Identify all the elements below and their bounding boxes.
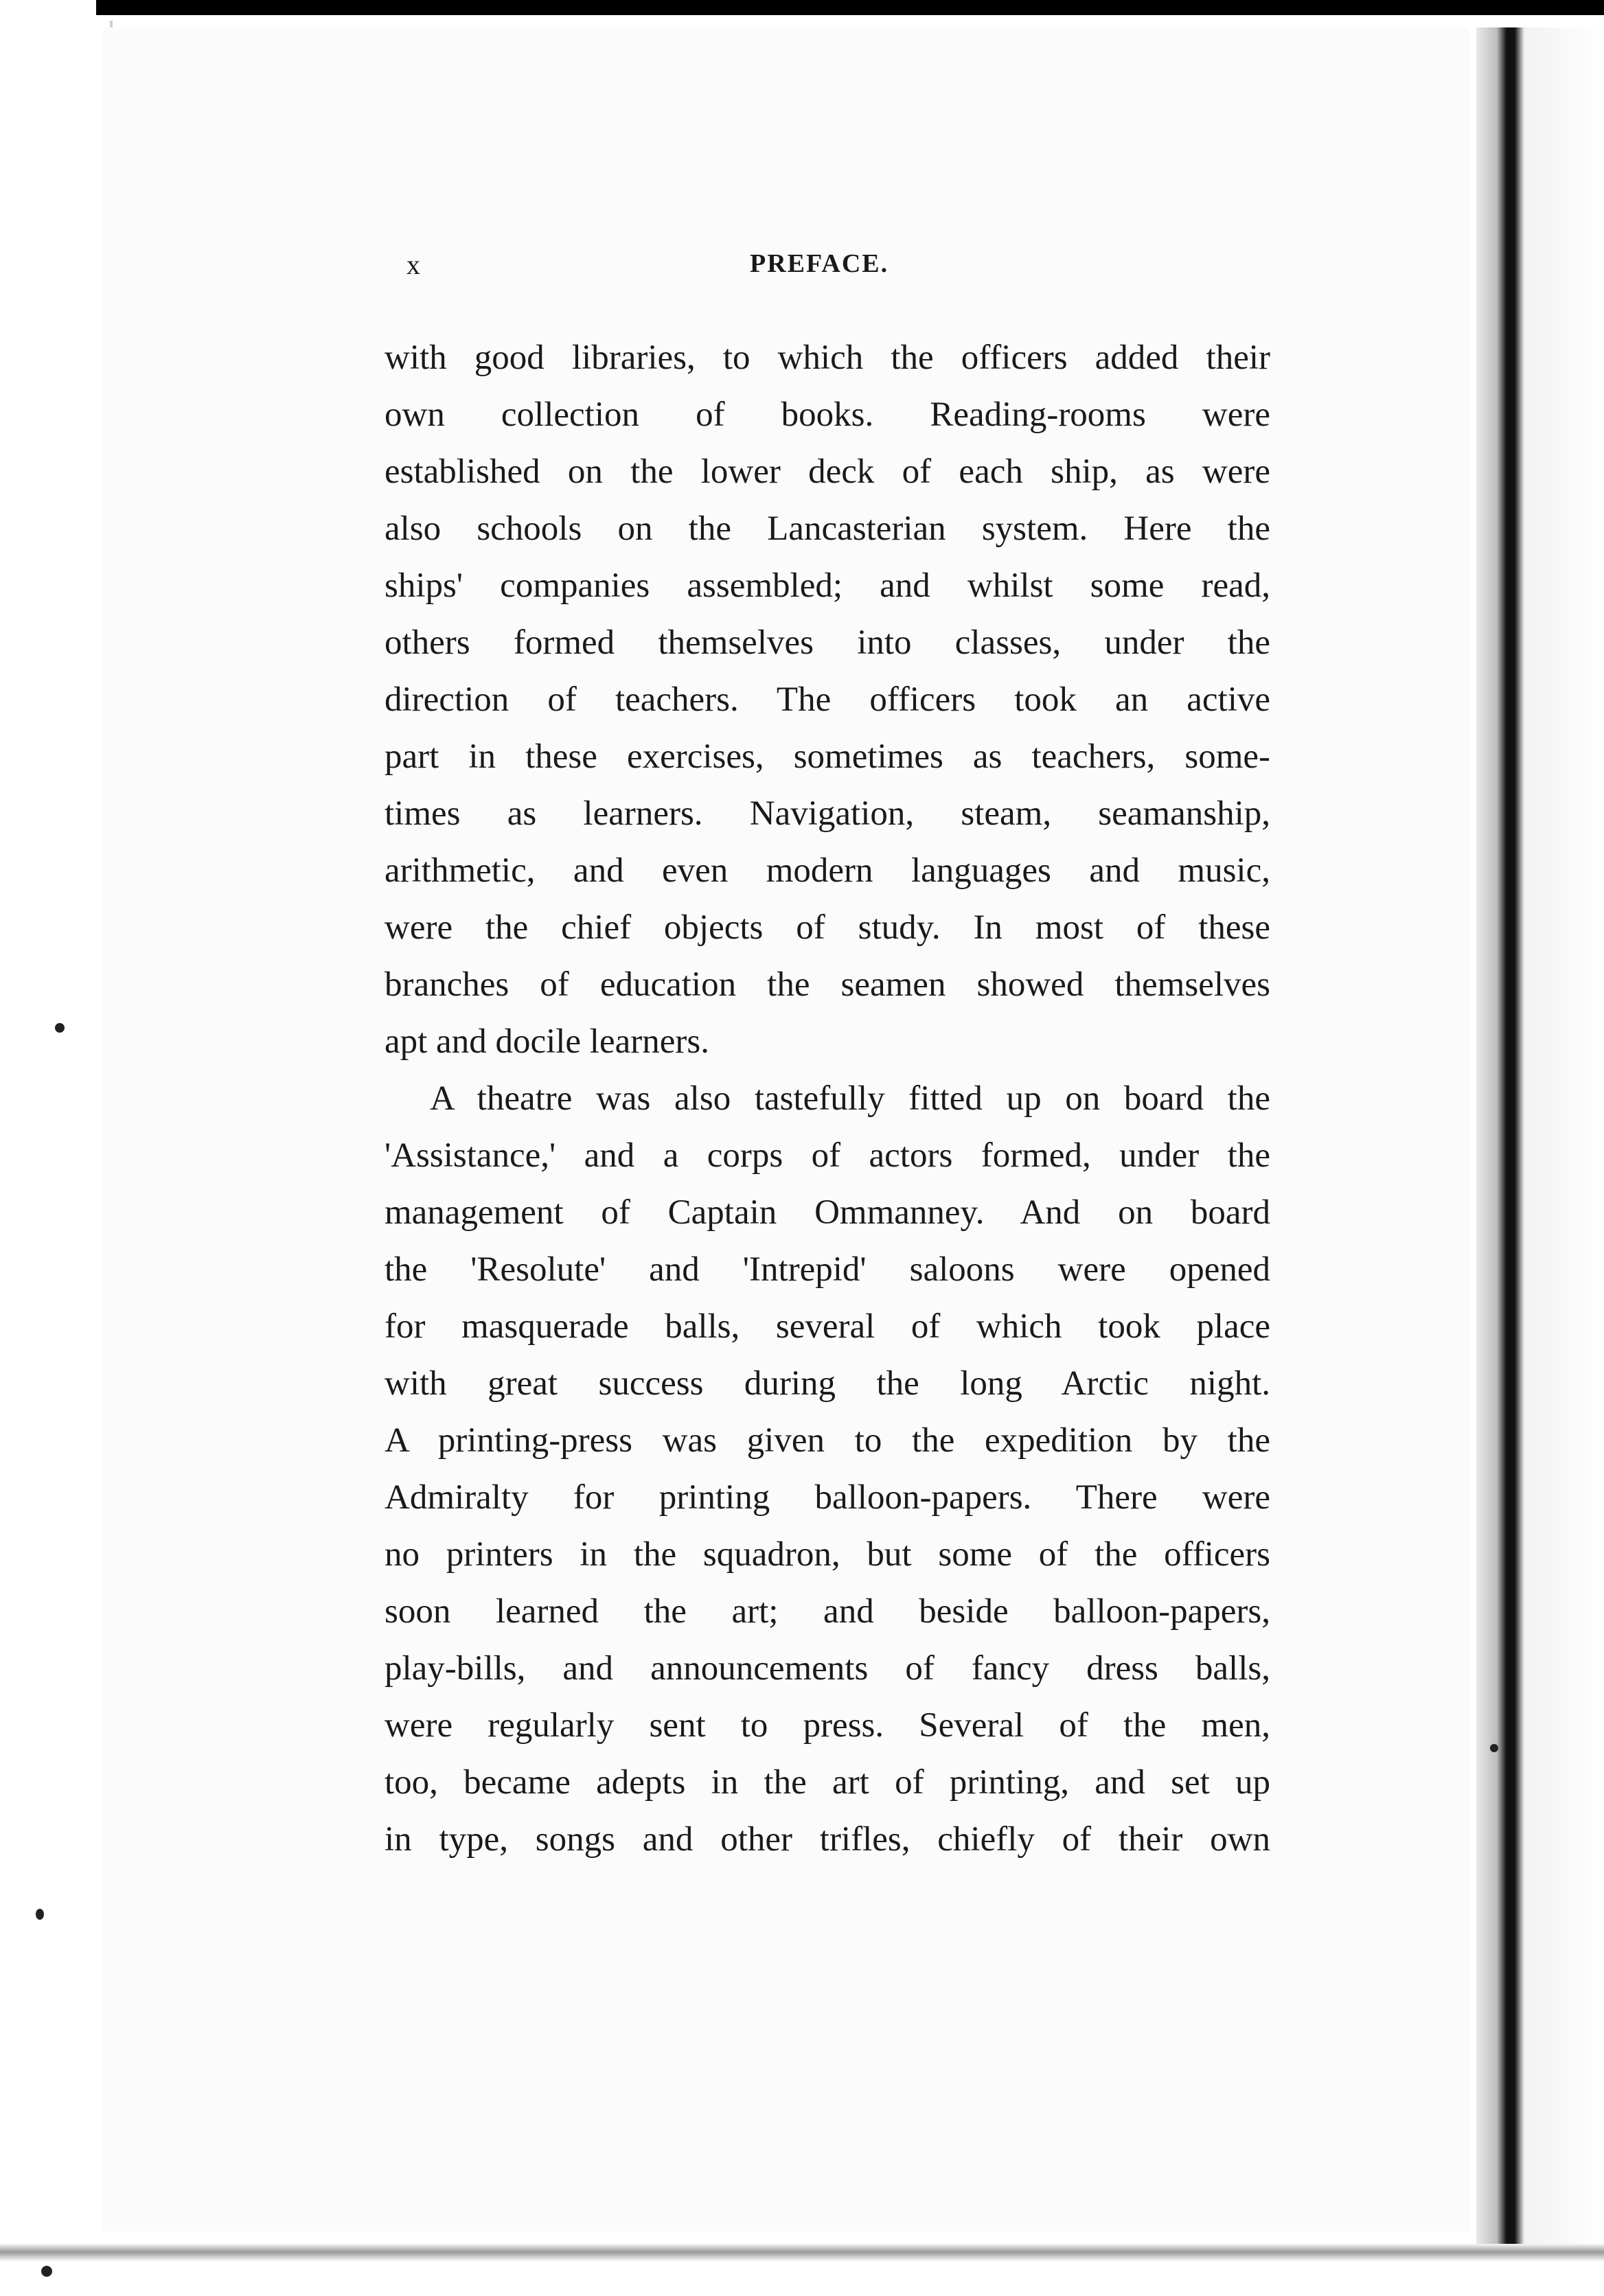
scan-speck: [36, 1909, 44, 1920]
paragraph-1: [385, 330, 1270, 1070]
text-line: the 'Resolute' and 'Intrepid' saloons were opened: [385, 1250, 1270, 1289]
text-line: established on the lower deck of each ship, as were: [385, 452, 1270, 491]
text-line: for masquerade balls, several of which took place: [385, 1307, 1270, 1346]
text-line: too, became adepts in the art of printing, and set up: [385, 1763, 1270, 1802]
text-line: play-bills, and announcements of fancy dress balls,: [385, 1649, 1270, 1688]
text-line: no printers in the squadron, but some of the officers: [385, 1535, 1270, 1574]
text-line: A theatre was also tastefully fitted up on board the: [430, 1079, 1270, 1118]
text-line: in type, songs and other trifles, chiefly of their own: [385, 1820, 1270, 1859]
running-head: [406, 249, 1287, 290]
text-line: arithmetic, and even modern languages and music,: [385, 851, 1270, 890]
scan-speck: [41, 2266, 52, 2277]
body-text: [385, 330, 1270, 1868]
paragraph-2: [385, 1070, 1270, 1868]
text-line: own collection of books. Reading-rooms were: [385, 395, 1270, 434]
text-line: 'Assistance,' and a corps of actors formed, under the: [385, 1136, 1270, 1175]
running-title: PREFACE.: [750, 249, 889, 278]
scan-speck: [1490, 1744, 1498, 1752]
text-line: branches of education the seamen showed themselves: [385, 965, 1270, 1004]
text-line: also schools on the Lancasterian system. Here the: [385, 509, 1270, 548]
text-line: with great success during the long Arctic night.: [385, 1364, 1270, 1403]
text-line: direction of teachers. The officers took an active: [385, 680, 1270, 719]
text-line: part in these exercises, sometimes as teachers, some-: [385, 737, 1270, 776]
text-line: management of Captain Ommanney. And on board: [385, 1193, 1270, 1232]
text-line: A printing-press was given to the expedition by the: [385, 1421, 1270, 1460]
text-line: times as learners. Navigation, steam, seamanship,: [385, 794, 1270, 833]
text-line: were regularly sent to press. Several of the men,: [385, 1706, 1270, 1745]
scan-right-edge: [1476, 27, 1604, 2296]
scan-speck: [55, 1023, 65, 1033]
text-line: soon learned the art; and beside balloon-papers,: [385, 1592, 1270, 1631]
text-line: with good libraries, to which the officers added their: [385, 338, 1270, 377]
text-line: others formed themselves into classes, under the: [385, 623, 1270, 662]
scan-bottom-edge: [0, 2244, 1604, 2296]
scan-top-edge: [0, 0, 1604, 15]
text-line: ships' companies assembled; and whilst some read,: [385, 566, 1270, 605]
text-line: apt and docile learners.: [385, 1022, 709, 1061]
page-number: x: [406, 249, 422, 280]
left-margin: [0, 0, 96, 2296]
text-line: were the chief objects of study. In most of these: [385, 908, 1270, 947]
text-line: Admiralty for printing balloon-papers. There were: [385, 1478, 1270, 1517]
